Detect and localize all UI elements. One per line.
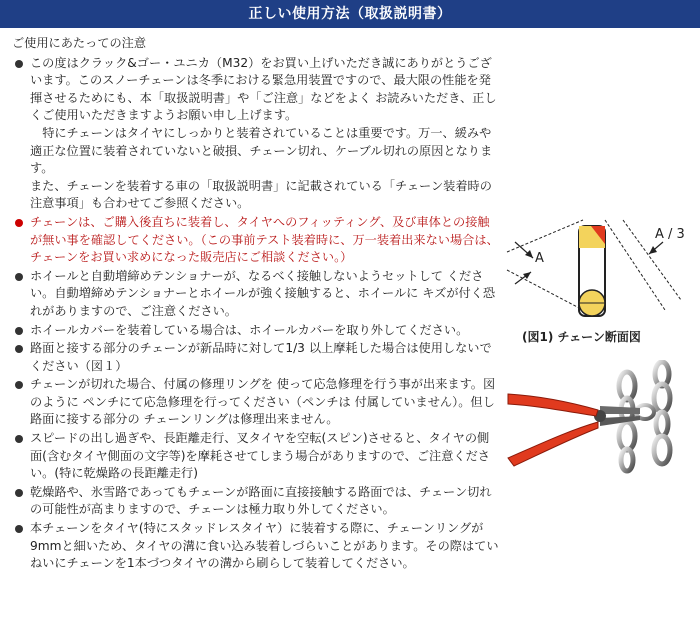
- bullet-icon: [15, 381, 23, 389]
- list-item: 本チェーンをタイヤ(特にスタッドレスタイヤ）に装着する際に、チェーンリングが9mmと細いため、タイヤの溝に食い込み装着しづらいことがあります。その際はていねいにチェーンを1本づつタイヤの溝から刷らして装着してください。: [8, 520, 500, 573]
- label-a3: A / 3: [655, 227, 685, 242]
- chain-link: [619, 422, 635, 450]
- arrow-head-icon: [523, 272, 531, 279]
- chain-link: [654, 436, 670, 464]
- list-item: ホイールと自動増締めテンショナーが、なるべく接触しないようセットして ください。自動増締めテンショナーとホイールが強く接触すると、ホイールに キズが付く恐れがありますので、ご注意ください。: [8, 268, 500, 321]
- bullet-icon: [15, 489, 23, 497]
- instructions: [8, 35, 500, 574]
- list-item: スピードの出し過ぎや、長距離走行、叉タイヤを空転(スピン)させると、タイヤの側面(含むタイヤ側面の文字等)を摩耗させてしまう場合がありますので、ご注意ください。(特に乾燥路の長距離走行): [8, 430, 500, 483]
- bullet-icon: [15, 435, 23, 443]
- bullet-icon: [15, 60, 23, 68]
- list-item: チェーンが切れた場合、付属の修理リングを 使って応急修理を行う事が出来ます。図のように ペンチにて応急修理を行ってください（ペンチは 付属していません）。但し路面に接する部分の チェーンリングは修理出来ません。: [8, 376, 500, 429]
- bullet-icon: [15, 525, 23, 533]
- guide-line: [507, 270, 583, 310]
- pliers-handle: [508, 422, 598, 466]
- pliers-handle: [508, 394, 598, 416]
- figure-caption: (図1) チェーン断面図: [522, 330, 641, 344]
- chain-link: [656, 412, 668, 436]
- arrow-head-icon: [649, 246, 657, 254]
- intro-heading: ご使用にあたっての注意: [12, 36, 147, 50]
- bullet-icon: [15, 327, 23, 335]
- label-a: A: [535, 251, 544, 266]
- page-title: 正しい使用方法（取扱説明書）: [0, 0, 700, 28]
- list-item: この度はクラック&ゴー・ユニカ（M32）をお買い上げいただき誠にありがとうございます。このスノーチェーンは冬季における緊急用装置ですので、最大限の性能を発揮させるためにも、本「取扱説明書」や「ご注意」などをよく お読みいただき、正しくご使用いただきますようお願い申し上げます。 特にチェーンはタイヤにしっかりと装着されていることは重要です。万一、緩みや適正な位置に装着されていないと破損、チェーン切れ、ケーブル切れの原因となります。 また、チェーンを装着する車の「取扱説明書」に記載されている「チェーン装着時の注意事項」も合わせてご参照ください。: [8, 55, 500, 213]
- chain-cross-section-diagram: [505, 200, 695, 325]
- list-item: 乾燥路や、氷雪路であってもチェーンが路面に直接接触する路面では、チェーン切れの可能性が高まりますので、チェーンは極力取り外してください。: [8, 484, 500, 519]
- guide-line: [507, 220, 583, 252]
- warning-item: チェーンは、ご購入後直ちに装着し、タイヤへのフィッティング、及び車体との接触が無い事を確認してください。（この事前テスト装着時に、万一装着出来ない場合は、チェーンをお買い求めになった販売店にご相談ください。）: [8, 214, 500, 267]
- list-item: 路面と接する部分のチェーンが新品時に対して1/3 以上摩耗した場合は使用しないでください（図１）: [8, 340, 500, 375]
- list-item: ホイールカバーを装着している場合は、ホイールカバーを取り外してください。: [8, 322, 500, 340]
- bullet-icon: [15, 219, 23, 227]
- bullet-icon: [15, 273, 23, 281]
- bullet-icon: [15, 345, 23, 353]
- instruction-list: [8, 55, 500, 573]
- chain-repair-illustration: [500, 360, 698, 475]
